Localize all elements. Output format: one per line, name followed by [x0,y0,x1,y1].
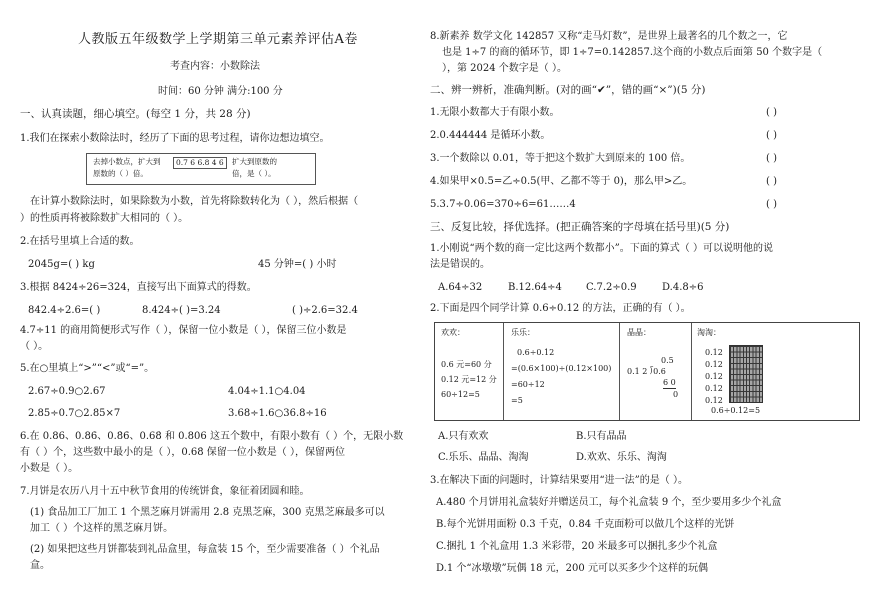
p4-tick-2: 0.12 [705,360,723,369]
p1-line2: 0.12 元=12 分 [441,375,497,384]
mc1-option-c: C.7.2÷0.9 [586,282,637,293]
thought-process-box [86,153,316,185]
box-right2: 倍，是（ ）。 [232,169,276,178]
box-left1: 去掉小数点，扩大到 [93,157,161,166]
p2-line3: =60÷12 [511,380,545,389]
q3-a: 842.4÷2.6=( ) [28,305,101,316]
q5-c: 2.85÷0.7○2.85×7 [28,408,121,419]
tf-paren-4: ( ) [766,176,777,187]
q7-sub2-line1: (2) 如果把这些月饼都装到礼品盒里，每盒装 15 个，至少需要准备（ ）个礼品 [30,544,380,555]
box-left2: 原数的（ ）倍。 [93,169,148,178]
box-right1: 扩大到原数的 [232,157,277,166]
tf-item-4: 4.如果甲×0.5=乙÷0.5(甲、乙都不等于 0)，那么甲>乙。 [430,176,693,187]
mc1-line2: 法是错误的。 [430,259,490,270]
panel-taotao [691,323,859,420]
q1-line1: 1.我们在探索小数除法时，经历了下面的思考过程，请你边想边填空。 [20,133,330,144]
q5-d: 3.68÷1.6○36.8÷16 [228,408,327,419]
p4-tick-1: 0.12 [705,348,723,357]
p2-line2: =(0.6×100)÷(0.12×100) [511,364,612,373]
p2-line4: =5 [511,396,523,405]
tf-item-1: 1.无限小数都大于有限小数。 [430,107,560,118]
q7-line1: 7.月饼是农历八月十五中秋节食用的传统饼食，象征着团圆和睦。 [20,486,310,497]
mc2-option-b: B.只有晶晶 [576,431,627,442]
mc3-line1: 3.在解决下面的问题时，计算结果要用“进一法”的是（ ）。 [430,475,688,486]
p4-tick-3: 0.12 [705,372,723,381]
p2-line1: 0.6÷0.12 [517,348,555,357]
p4-name: 淘淘： [697,328,721,337]
time-score: 时间：60 分钟 满分:100 分 [158,86,283,97]
panel-lele [503,323,620,420]
tf-item-3: 3.一个数除以 0.01，等于把这个数扩大到原来的 100 倍。 [430,153,691,164]
hundred-grid [729,345,763,403]
p1-name: 欢欢： [441,328,465,337]
mc1-option-b: B.12.64÷4 [508,282,562,293]
mc1-option-a: A.64÷32 [438,282,483,293]
tf-item-5: 5.3.7÷0.06=370÷6=61……4 [430,199,576,210]
section-2-heading: 二、辨一辨析，准确判断。(对的画“✔”，错的画“×”)(5 分) [430,84,706,96]
mc3-option-c: C.捆扎 1 个礼盒用 1.3 米彩带，20 米最多可以捆扎多少个礼盒 [436,541,718,552]
q3-c: ( )÷2.6=32.4 [292,305,358,316]
methods-figure [434,322,860,421]
q8-line3: ），第 2024 个数字是（ ）。 [442,63,567,74]
q8-line2: 也是 1÷7 的商的循环节，即 1÷7=0.142857̇.这个商的小数点后面第 50 个数字是（ [442,47,823,58]
panel-jingjing [619,323,692,420]
q6-line2: 有（ ）个，这些数中最小的是（ ），0.68̇ 保留一位小数是（ ），保留两位 [20,447,345,458]
q5-line1: 5.在○里填上“>”“<”或“=”。 [20,363,155,374]
p4-tick-4: 0.12 [705,384,723,393]
tf-paren-3: ( ) [766,153,777,164]
mc2-option-d: D.欢欢、乐乐、淘淘 [576,452,667,463]
q1-line3: ）的性质再将被除数扩大相同的（ ）。 [20,213,189,224]
p4-tick-5: 0.12 [705,396,723,405]
content-scope: 考查内容：小数除法 [170,61,260,72]
q3-line1: 3.根据 8424÷26=324，直接写出下面算式的得数。 [20,282,257,293]
q2-a: 2045g=( ) kg [28,259,95,270]
mc2-option-c: C.乐乐、晶晶、淘淘 [438,452,529,463]
page-title: 人教版五年级数学上学期第三单元素养评估A卷 [78,32,358,47]
mc3-option-b: B.每个光饼用面粉 0.3 千克，0.84 千克面粉可以做几个这样的光饼 [436,519,735,530]
q4-line2: （ ）。 [20,341,49,352]
p1-line1: 0.6 元=60 分 [441,360,492,369]
mc3-option-a: A.480 个月饼用礼盒装好并赠送员工，每个礼盒装 9 个，至少要用多少个礼盒 [436,497,782,508]
q3-b: 8.424÷( )=3.24 [142,305,221,316]
q4-line1: 4.7÷11 的商用简便形式写作（ ），保留一位小数是（ ），保留三位小数是 [20,325,347,336]
q8-line1: 8.新素养 数学文化 142857 又称“走马灯数”，是世界上最著名的几个数之一，它 [430,31,788,42]
mc1-option-d: D.4.8÷6 [662,282,704,293]
p3-subtract: 6 0 [663,378,676,387]
mc2-option-a: A.只有欢欢 [438,431,489,442]
q1-line2: 在计算小数除法时，如果除数为小数，首先将除数转化为（ ），然后根据（ [30,196,359,207]
q6-line3: 小数是（ ）。 [20,463,79,474]
p3-division: 0.1 2 ⟌0.6 [627,367,666,376]
q2-b: 45 分钟=( ) 小时 [258,259,337,270]
p2-name: 乐乐： [511,328,535,337]
box-digits: 0.7 6 6.8 4 6 [173,157,227,169]
p4-caption: 0.6÷0.12=5 [711,406,761,415]
p3-name: 晶晶： [627,328,651,337]
tf-paren-2: ( ) [766,130,777,141]
q7-sub2-line2: 盒。 [30,560,50,571]
mc2-line1: 2.下面是四个同学计算 0.6÷0.12 的方法，正确的有（ ）。 [430,303,691,314]
q2-line1: 2.在括号里填上合适的数。 [20,236,140,247]
p3-quotient: 0.5 [661,356,674,365]
tf-paren-1: ( ) [766,107,777,118]
q6-line1: 6.在 0.86、0.86̇、0.8̇6̇、0.68̇ 和 0.806 这五个数中，有限小数有（ ）个，无限小数 [20,431,404,442]
p1-line3: 60÷12=5 [441,390,480,399]
q5-b: 4.04÷1.1○4.04 [228,386,306,397]
tf-paren-5: ( ) [766,199,777,210]
p3-remainder: 0 [673,390,679,399]
tf-item-2: 2.0.444444 是循环小数。 [430,130,551,141]
panel-huanhuan [435,323,504,420]
section-3-heading: 三、反复比较，择优选择。(把正确答案的字母填在括号里)(5 分) [430,221,730,233]
q7-sub1-line2: 加工（ ）个这样的黑芝麻月饼。 [30,523,174,534]
q5-a: 2.67÷0.9○2.67 [28,386,106,397]
q7-sub1-line1: (1) 食品加工厂加工 1 个黑芝麻月饼需用 2.8 克黑芝麻，300 克黑芝麻最多可以 [30,507,385,518]
section-1-heading: 一、认真读题，细心填空。(每空 1 分，共 28 分) [20,108,251,120]
grid-shading [730,346,762,402]
mc1-line1: 1.小刚说“两个数的商一定比这两个数都小”。下面的算式（ ）可以说明他的说 [430,243,773,254]
mc3-option-d: D.1 个“冰墩墩”玩偶 18 元，200 元可以买多少个这样的玩偶 [436,563,708,574]
